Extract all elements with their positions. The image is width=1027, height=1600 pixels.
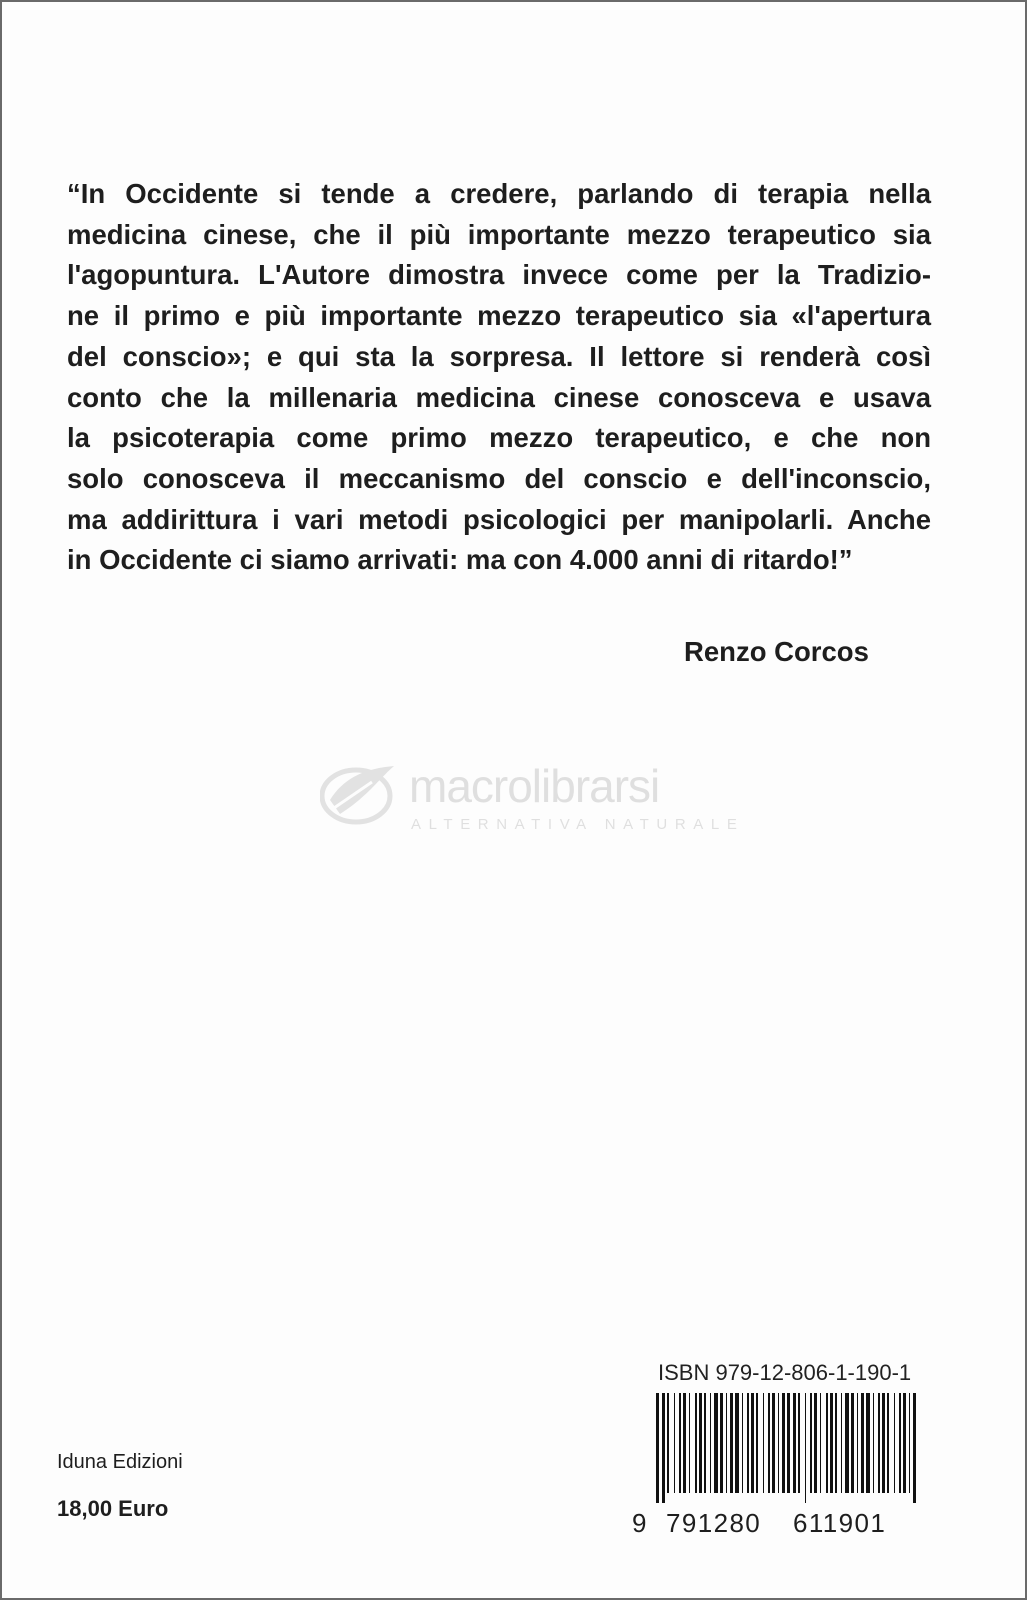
- barcode-lead-digit: 9: [632, 1508, 648, 1538]
- quote-line: conto che la millenaria medicina cinese conosceva e usava: [67, 381, 931, 413]
- quote-line: ma addirittura i vari metodi psicologici per manipolarli. Anche: [67, 503, 931, 535]
- leaf-logo-icon: [320, 764, 398, 826]
- barcode-icon: [656, 1393, 918, 1503]
- barcode-right-group: 611901: [793, 1508, 887, 1538]
- quote-line: medicina cinese, che il più importante mezzo terapeutico sia: [67, 218, 931, 250]
- isbn-label: ISBN 979-12-806-1-190-1: [658, 1360, 912, 1385]
- back-cover-quote: [67, 174, 931, 581]
- watermark-brand: macrolibrarsi: [409, 760, 660, 812]
- quote-line: la psicoterapia come primo mezzo terapeutico, e che non: [67, 422, 931, 454]
- quote-line: l'agopuntura. L'Autore dimostra invece come per la Tradizio-: [67, 259, 931, 291]
- quote-line: del conscio»; e qui sta la sorpresa. Il lettore si renderà così: [67, 340, 931, 372]
- quote-line: solo conosceva il meccanismo del conscio e dell'inconscio,: [67, 462, 931, 494]
- quote-line: in Occidente ci siamo arrivati: ma con 4.000 anni di ritardo!”: [67, 544, 853, 576]
- quote-author: Renzo Corcos: [684, 636, 869, 667]
- price-label: 18,00 Euro: [57, 1496, 169, 1521]
- publisher-name: Iduna Edizioni: [57, 1451, 183, 1473]
- barcode-left-group: 791280: [666, 1508, 762, 1538]
- quote-line: “In Occidente si tende a credere, parlando di terapia nella: [67, 178, 931, 209]
- quote-line: ne il primo e più importante mezzo terapeutico sia «l'apertura: [67, 300, 931, 332]
- watermark-tagline: ALTERNATIVA NATURALE: [411, 816, 745, 833]
